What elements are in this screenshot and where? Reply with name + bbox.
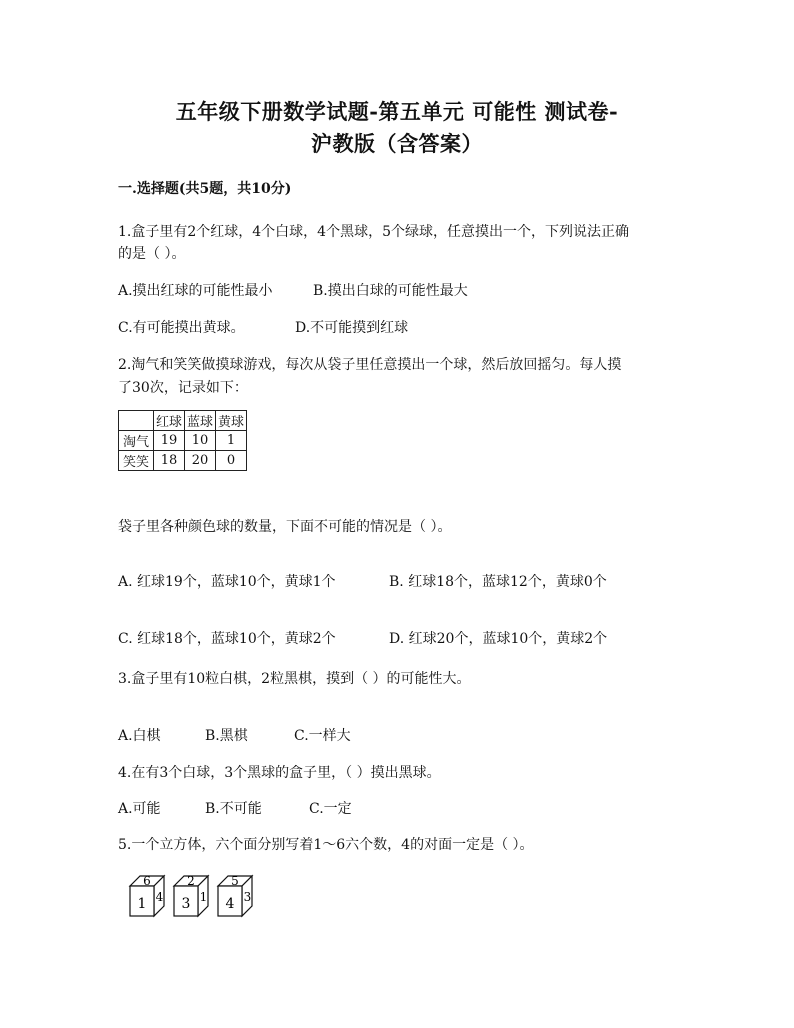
q2-option-d: D. 红球20个，蓝球10个，黄球2个 bbox=[389, 631, 608, 647]
q1-option-b: B.摸出白球的可能性最大 bbox=[313, 283, 468, 299]
table-cell: 10 bbox=[185, 431, 216, 451]
table-header-cell: 蓝球 bbox=[185, 411, 216, 431]
table-header-cell: 黄球 bbox=[216, 411, 247, 431]
cube-2-top-number: 2 bbox=[187, 874, 195, 888]
cube-3-top-number: 5 bbox=[231, 874, 239, 888]
q4-option-b: B.不可能 bbox=[205, 801, 262, 817]
q5-stem: 5.一个立方体，六个面分别写着1～6六个数，4的对面一定是（ ）。 bbox=[118, 837, 534, 853]
q3-stem: 3.盒子里有10粒白棋，2粒黑棋，摸到（ ）的可能性大。 bbox=[118, 671, 471, 687]
q4-stem: 4.在有3个白球，3个黑球的盒子里，（ ）摸出黑球。 bbox=[118, 765, 441, 781]
q2-option-c: C. 红球18个，蓝球10个，黄球2个 bbox=[118, 631, 336, 647]
title-line-2: 沪教版（含答案） bbox=[311, 131, 483, 156]
q2-stem-line-2: 了30次，记录如下： bbox=[118, 380, 248, 396]
cube-1 bbox=[130, 874, 164, 916]
q2-question: 袋子里各种颜色球的数量，下面不可能的情况是（ ）。 bbox=[118, 519, 452, 535]
q1-stem-line-1: 1.盒子里有2个红球，4个白球，4个黑球，5个绿球，任意摸出一个，下列说法正确 bbox=[118, 224, 629, 240]
q1-option-a: A.摸出红球的可能性最小 bbox=[118, 283, 273, 299]
table-cell: 0 bbox=[216, 451, 247, 471]
table-row bbox=[119, 431, 247, 451]
table-cell: 19 bbox=[154, 431, 185, 451]
cube-1-side-number: 4 bbox=[155, 890, 164, 904]
table-cell: 1 bbox=[216, 431, 247, 451]
q4-option-a: A.可能 bbox=[118, 801, 161, 817]
cube-2-front-number: 3 bbox=[181, 896, 191, 912]
cube-2 bbox=[174, 874, 208, 916]
table-row bbox=[119, 451, 247, 471]
title-line-1: 五年级下册数学试题-第五单元 可能性 测试卷- bbox=[175, 99, 619, 124]
q1-stem-line-2: 的是（ ）。 bbox=[118, 246, 186, 262]
table-cell: 淘气 bbox=[119, 431, 154, 451]
cube-3 bbox=[218, 874, 252, 916]
table-cell: 笑笑 bbox=[119, 451, 154, 471]
table-header-cell bbox=[119, 411, 154, 431]
table-cell: 18 bbox=[154, 451, 185, 471]
table-cell: 20 bbox=[185, 451, 216, 471]
cube-1-top-number: 6 bbox=[143, 874, 151, 888]
q2-option-a: A. 红球19个，蓝球10个，黄球1个 bbox=[118, 574, 336, 590]
q3-option-a: A.白棋 bbox=[118, 728, 161, 744]
q3-option-c: C.一样大 bbox=[294, 728, 351, 744]
q1-option-c: C.有可能摸出黄球。 bbox=[118, 320, 245, 336]
cube-3-front-number: 4 bbox=[225, 896, 235, 912]
q4-option-c: C.一定 bbox=[309, 801, 352, 817]
q2-stem-line-1: 2.淘气和笑笑做摸球游戏，每次从袋子里任意摸出一个球，然后放回摇匀。每人摸 bbox=[118, 357, 622, 373]
q2-option-b: B. 红球18个，蓝球12个，黄球0个 bbox=[389, 574, 607, 590]
cube-2-side-number: 1 bbox=[199, 890, 208, 904]
cubes-figure bbox=[128, 872, 268, 920]
q3-option-b: B.黑棋 bbox=[205, 728, 248, 744]
q1-option-d: D.不可能摸到红球 bbox=[295, 320, 409, 336]
table-header-row bbox=[119, 411, 247, 431]
table-header-cell: 红球 bbox=[154, 411, 185, 431]
cube-1-front-number: 1 bbox=[137, 896, 147, 912]
cube-3-side-number: 3 bbox=[243, 890, 252, 904]
section-heading: 一.选择题(共5题，共10分) bbox=[118, 181, 292, 197]
record-table bbox=[118, 410, 247, 471]
